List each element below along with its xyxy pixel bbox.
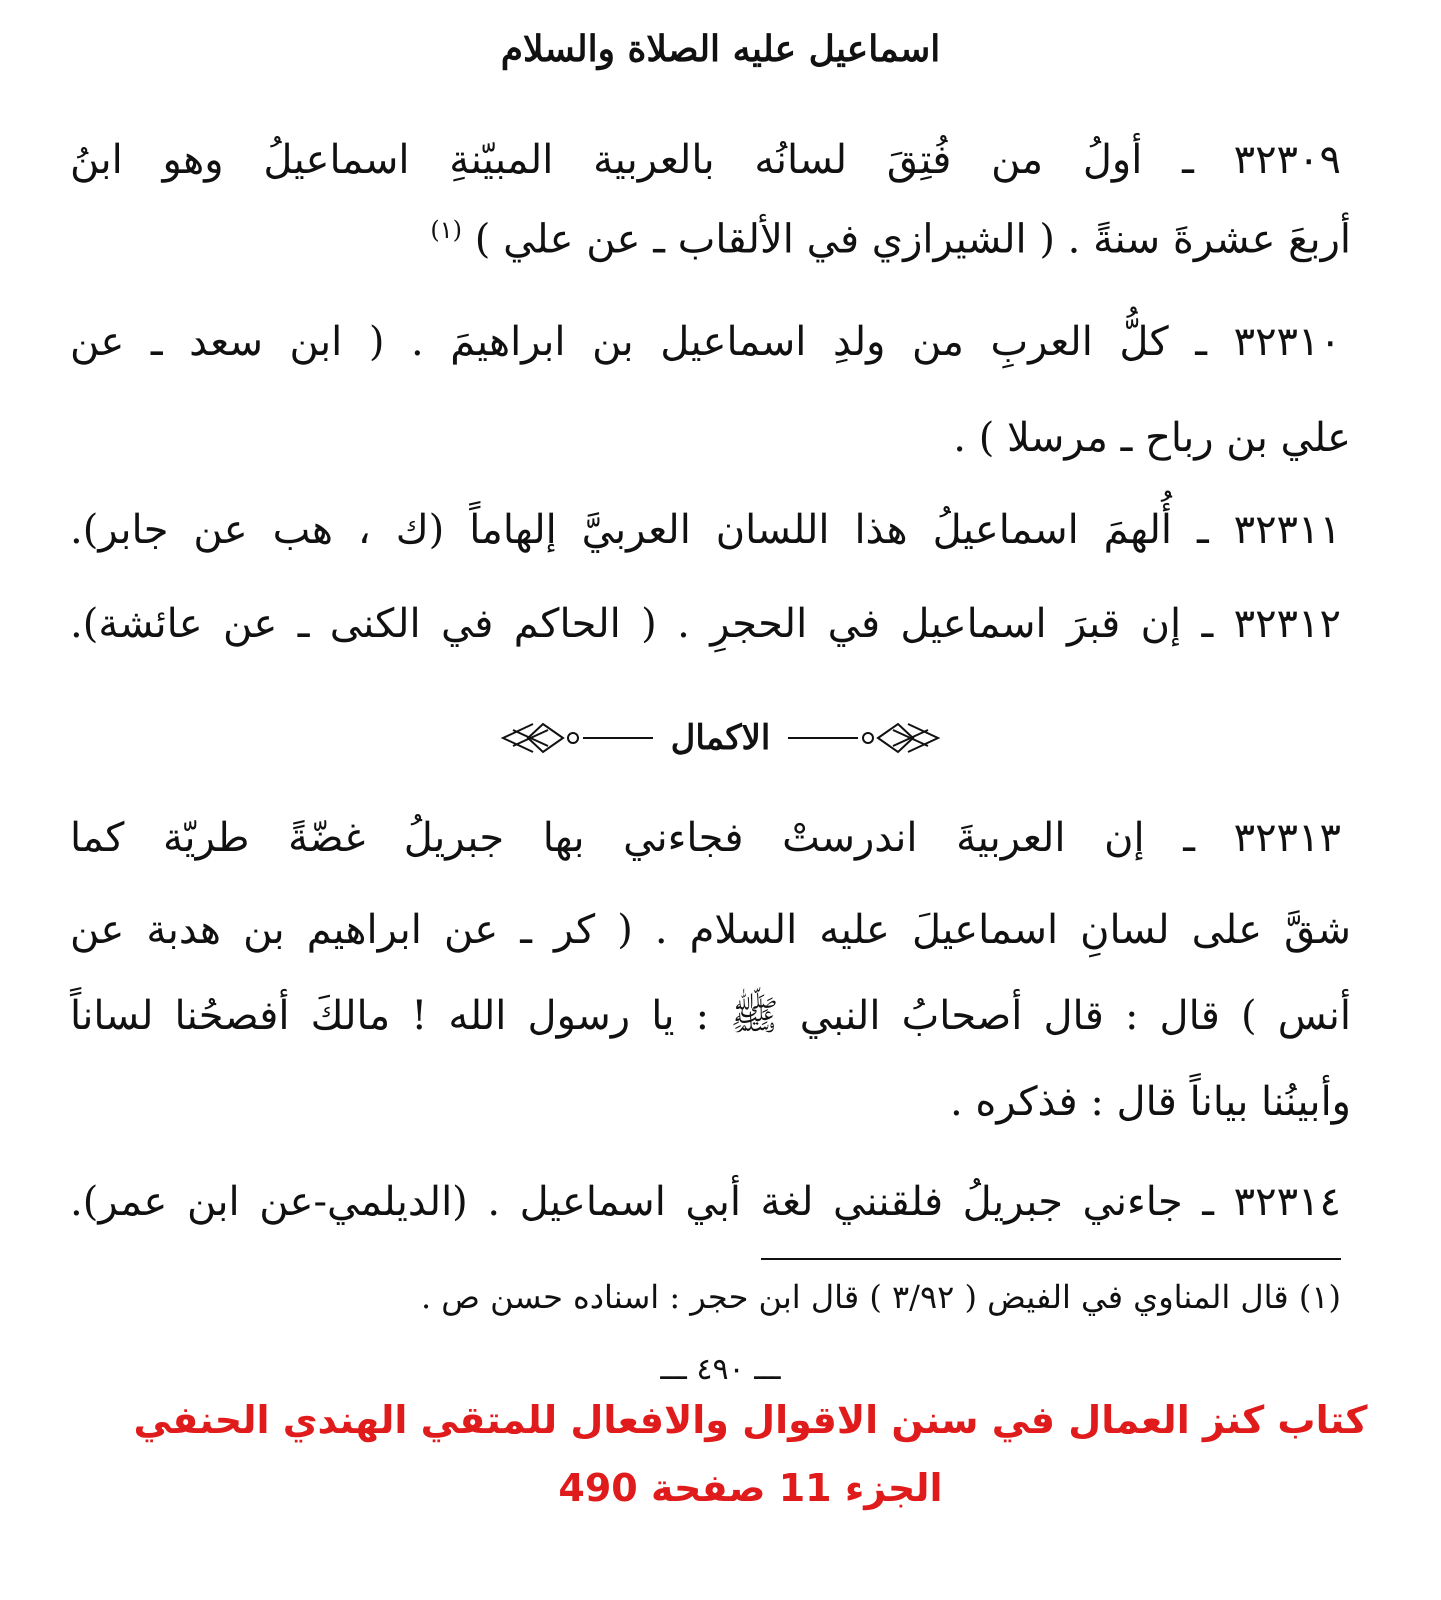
hadith-22314-line-1: ٣٢٣١٤ ـ جاءني جبريلُ فلقنني لغة أبي اسماعيل . (الديلمي-عن ابن عمر).: [70, 1179, 1342, 1225]
hadith-22310-line-2: علي بن رباح ـ مرسلا ) .: [953, 415, 1351, 461]
page-number: ـــ ٤٩٠ ـــ: [660, 1352, 781, 1387]
footnote-reference: (١): [430, 216, 463, 244]
source-caption-title: كتاب كنز العمال في سنن الاقوال والافعال للمتقي الهندي الحنفي: [133, 1398, 1368, 1442]
hadith-22309-text: أربعَ عشرةَ سنةً . ( الشيرازي في الألقاب ـ عن علي ): [474, 216, 1351, 263]
hadith-22309-line-1: ٣٢٣٠٩ ـ أولُ من فُتِقَ لسانُه بالعربية المبيّنةِ اسماعيلُ وهو ابنُ: [70, 137, 1341, 183]
hadith-22310-line-1: ٣٢٣١٠ ـ كلُّ العربِ من ولدِ اسماعيل بن ابراهيمَ . ( ابن سعد ـ عن: [70, 319, 1341, 365]
hadith-22311-line-1: ٣٢٣١١ ـ أُلهمَ اسماعيلُ هذا اللسان العربيَّ إلهاماً (ك ، هب عن جابر).: [70, 507, 1341, 553]
footnote: (١) قال المناوي في الفيض ( ٣/٩٢ ) قال ابن حجر : اسناده حسن ص .: [420, 1278, 1341, 1316]
hadith-22313-line-1: ٣٢٣١٣ ـ إن العربيةَ اندرستْ فجاءني بها جبريلُ غضّةً طريّة كما: [70, 815, 1341, 861]
hadith-22313-line-3: أنس ) قال : قال أصحابُ النبي ﷺ : يا رسول الله ! مالكَ أفصحُنا لساناً: [70, 993, 1351, 1039]
section-heading: [0, 718, 1441, 758]
page-title: اسماعيل عليه الصلاة والسلام: [500, 28, 941, 70]
section-label: الاكمال: [670, 718, 771, 758]
footnote-divider: [761, 1258, 1341, 1260]
hadith-22309-line-2: [70, 216, 1351, 263]
ornament-left-icon: [483, 720, 653, 756]
hadith-22313-line-4: وأبينُنا بياناً قال : فذكره .: [950, 1079, 1351, 1125]
hadith-22313-line-2: شقَّ على لسانِ اسماعيلَ عليه السلام . ( كر ـ عن ابراهيم بن هدبة عن: [70, 907, 1351, 953]
hadith-22312-line-1: ٣٢٣١٢ ـ إن قبرَ اسماعيل في الحجرِ . ( الحاكم في الكنى ـ عن عائشة).: [70, 601, 1341, 647]
source-caption-volume: الجزء 11 صفحة 490: [558, 1466, 943, 1510]
ornament-right-icon: [788, 720, 958, 756]
